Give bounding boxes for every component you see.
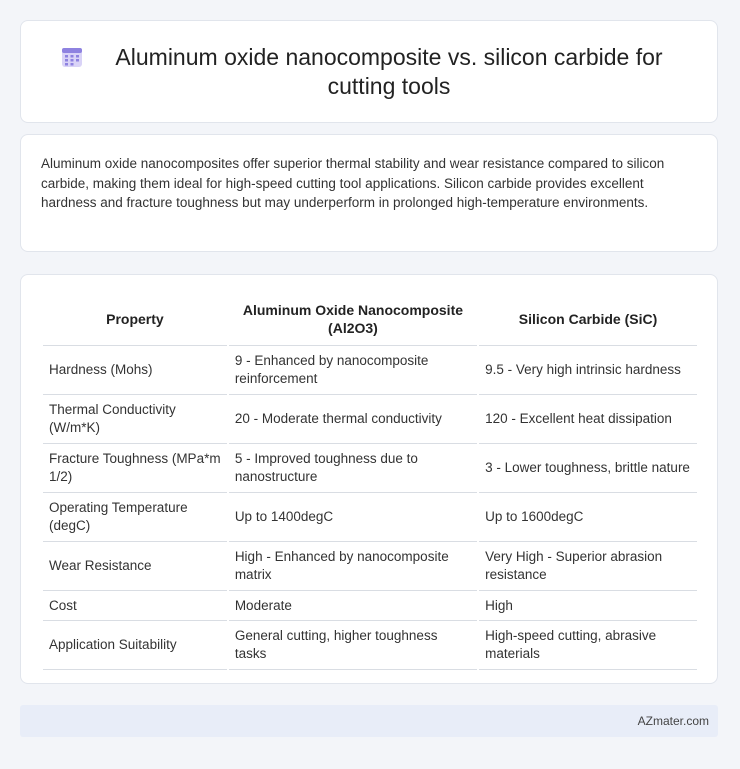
silicon-carbide-cell: 9.5 - Very high intrinsic hardness	[478, 346, 697, 395]
comparison-table	[43, 293, 697, 670]
header-silicon-carbide: Silicon Carbide (SiC)	[478, 293, 697, 346]
header-property: Property	[43, 293, 228, 346]
title-card	[20, 20, 718, 123]
table-row	[43, 591, 697, 621]
table-row	[43, 493, 697, 542]
silicon-carbide-cell: Very High - Superior abrasion resistance	[478, 542, 697, 591]
aluminum-oxide-cell: 5 - Improved toughness due to nanostructure	[228, 444, 478, 493]
page-title: Aluminum oxide nanocomposite vs. silicon carbide for cutting tools	[115, 44, 663, 99]
aluminum-oxide-cell: 20 - Moderate thermal conductivity	[228, 395, 478, 444]
comparison-card	[20, 274, 718, 684]
summary-text: Aluminum oxide nanocomposites offer superior thermal stability and wear resistance compared to silicon carbide, making them ideal for high-speed cutting tool applications. Silicon carbide provides excellent hardness and fracture toughness but may underperform in prolonged high-temperature environments.	[41, 156, 665, 210]
silicon-carbide-cell: High-speed cutting, abrasive materials	[478, 621, 697, 670]
property-cell: Operating Temperature (degC)	[43, 493, 228, 542]
table-row	[43, 346, 697, 395]
silicon-carbide-cell: High	[478, 591, 697, 621]
silicon-carbide-cell: Up to 1600degC	[478, 493, 697, 542]
table-row	[43, 621, 697, 670]
silicon-carbide-cell: 3 - Lower toughness, brittle nature	[478, 444, 697, 493]
table-row	[43, 444, 697, 493]
table-row	[43, 395, 697, 444]
header-aluminum-oxide: Aluminum Oxide Nanocomposite (Al2O3)	[228, 293, 478, 346]
table-header-row	[43, 293, 697, 346]
aluminum-oxide-cell: Up to 1400degC	[228, 493, 478, 542]
aluminum-oxide-cell: General cutting, higher toughness tasks	[228, 621, 478, 670]
property-cell: Thermal Conductivity (W/m*K)	[43, 395, 228, 444]
summary-card	[20, 134, 718, 252]
property-cell: Fracture Toughness (MPa*m 1/2)	[43, 444, 228, 493]
silicon-carbide-cell: 120 - Excellent heat dissipation	[478, 395, 697, 444]
property-cell: Cost	[43, 591, 228, 621]
footer-brand: AZmater.com	[637, 714, 709, 728]
aluminum-oxide-cell: 9 - Enhanced by nanocomposite reinforcement	[228, 346, 478, 395]
property-cell: Wear Resistance	[43, 542, 228, 591]
property-cell: Application Suitability	[43, 621, 228, 670]
property-cell: Hardness (Mohs)	[43, 346, 228, 395]
footer-bar	[20, 705, 718, 737]
table-row	[43, 542, 697, 591]
aluminum-oxide-cell: Moderate	[228, 591, 478, 621]
aluminum-oxide-cell: High - Enhanced by nanocomposite matrix	[228, 542, 478, 591]
